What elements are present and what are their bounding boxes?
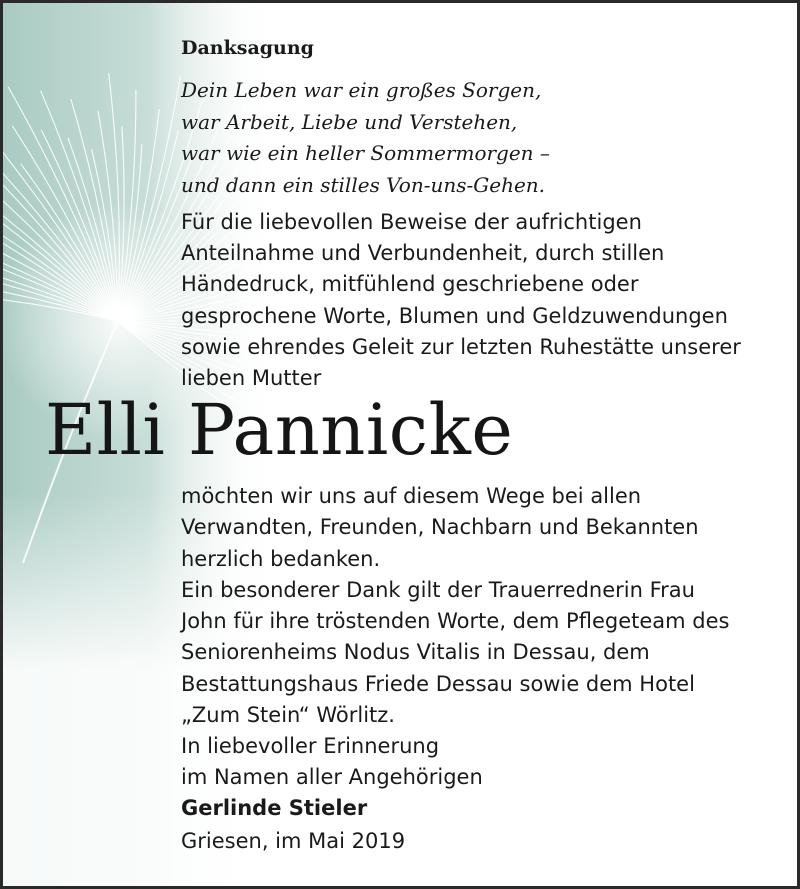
poem — [181, 75, 550, 201]
text-line: Händedruck, mitfühlend geschriebene oder — [181, 272, 639, 297]
text-line: Anteilnahme und Verbundenheit, durch stillen — [181, 241, 665, 266]
signer-name: Gerlinde Stieler — [181, 796, 368, 820]
text-line: Für die liebevollen Beweise der aufrichtigen — [181, 210, 642, 234]
text-line: möchten wir uns auf diesem Wege bei allen — [181, 484, 642, 508]
intro-paragraph — [181, 207, 781, 394]
deceased-name: Elli Pannicke — [45, 389, 514, 471]
poem-line: war Arbeit, Liebe und Verstehen, — [181, 109, 518, 134]
text-line: sowie ehrendes Geleit zur letzten Ruhestätte unserer — [181, 334, 741, 359]
poem-line: Dein Leben war ein großes Sorgen, — [181, 78, 542, 102]
text-line: gesprochene Worte, Blumen und Geldzuwendungen — [181, 303, 728, 328]
heading: Danksagung — [181, 37, 314, 59]
text-line: Ein besonderer Dank gilt der Trauerrednerin Frau — [181, 577, 695, 602]
text-line: „Zum Stein“ Wörlitz. — [181, 703, 395, 728]
text-line: Seniorenheims Nodus Vitalis in Dessau, dem — [181, 640, 650, 665]
thanks-paragraph — [181, 481, 781, 731]
text-line: herzlich bedanken. — [181, 546, 381, 571]
text-line: John für ihre tröstenden Worte, dem Pflegeteam des — [181, 609, 730, 634]
text-line: lieben Mutter — [181, 366, 322, 391]
poem-line: und dann ein stilles Von-uns-Gehen. — [181, 172, 546, 197]
text-line: Bestattungshaus Friede Dessau sowie dem Hotel — [181, 671, 695, 696]
closing-block — [181, 731, 781, 824]
text-line: Verwandten, Freunden, Nachbarn und Bekannten — [181, 515, 699, 540]
closing-line: In liebevoller Erinnerung — [181, 734, 440, 758]
poem-line: war wie ein heller Sommermorgen – — [181, 141, 550, 165]
closing-line: im Namen aller Angehörigen — [181, 765, 483, 789]
place-date: Griesen, im Mai 2019 — [181, 829, 406, 853]
